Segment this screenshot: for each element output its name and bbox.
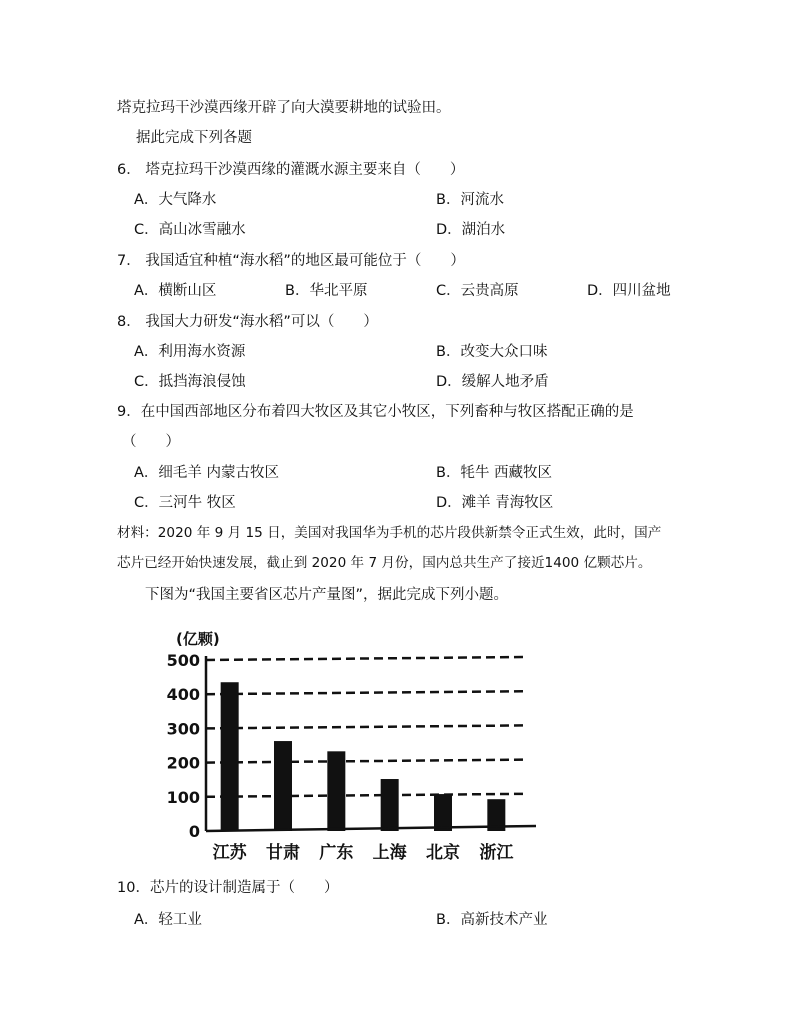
x-tick-label-广东: 广东	[319, 843, 354, 863]
intro-line-2: 据此完成下列各题	[136, 130, 252, 146]
gridline-400	[206, 691, 526, 694]
bars	[221, 682, 506, 831]
q7-option-b: B．华北平原	[285, 283, 368, 299]
q8-option-a: A．利用海水资源	[134, 344, 246, 360]
question-10-stem: 10．芯片的设计制造属于（ ）	[117, 880, 339, 896]
q9-option-c: C．三河牛 牧区	[134, 495, 236, 511]
gridlines	[206, 657, 526, 797]
bar-江苏	[221, 682, 239, 831]
q7-option-c: C．云贵高原	[436, 283, 519, 299]
x-tick-label-北京: 北京	[426, 843, 460, 863]
question-8-stem: 8． 我国大力研发“海水稻”可以（ ）	[117, 314, 378, 330]
q8-option-b: B．改变大众口味	[436, 344, 548, 360]
y-tick-label-100: 100	[166, 787, 200, 807]
x-tick-label-上海: 上海	[372, 843, 407, 863]
q8-option-c: C．抵挡海浪侵蚀	[134, 374, 246, 390]
x-axis-labels	[213, 842, 515, 863]
q6-option-a: A．大气降水	[134, 192, 217, 208]
q10-option-a: A．轻工业	[134, 912, 202, 928]
x-tick-label-江苏: 江苏	[212, 843, 247, 863]
gridline-100	[206, 794, 526, 797]
question-9-stem: 9．在中国西部地区分布着四大牧区及其它小牧区，下列畜种与牧区搭配正确的是	[117, 404, 634, 420]
y-tick-label-300: 300	[166, 719, 200, 739]
q9-option-a: A．细毛羊 内蒙古牧区	[134, 465, 280, 481]
bar-上海	[381, 779, 399, 831]
material-line-2: 芯片已经开始快速发展，截止到 2020 年 7 月份，国内总共生产了接近1400 亿颗芯片。	[117, 555, 652, 571]
y-axis-ticks	[167, 651, 200, 841]
bar-广东	[327, 751, 345, 831]
question-6-stem: 6． 塔克拉玛干沙漠西缘的灌溉水源主要来自（ ）	[117, 162, 465, 178]
x-tick-label-甘肃: 甘肃	[266, 843, 300, 863]
gridline-300	[206, 725, 526, 728]
q9-option-d: D．滩羊 青海牧区	[436, 495, 554, 511]
gridline-200	[206, 760, 526, 763]
q10-option-b: B．高新技术产业	[436, 912, 548, 928]
q6-option-c: C．高山冰雪融水	[134, 222, 246, 238]
q7-option-a: A．横断山区	[134, 283, 217, 299]
intro-line-1: 塔克拉玛干沙漠西缘开辟了向大漠要耕地的试验田。	[117, 100, 451, 116]
gridline-500	[206, 657, 526, 660]
q8-option-d: D．缓解人地矛盾	[436, 374, 549, 390]
y-axis-unit-label: (亿颗)	[176, 630, 220, 648]
q6-option-b: B．河流水	[436, 192, 504, 208]
x-axis-line	[206, 826, 536, 831]
y-tick-label-0: 0	[188, 822, 200, 841]
question-7-stem: 7． 我国适宜种植“海水稻”的地区最可能位于（ ）	[117, 253, 465, 269]
material-line-3: 下图为“我国主要省区芯片产量图”，据此完成下列小题。	[145, 587, 509, 603]
y-tick-label-400: 400	[166, 685, 200, 705]
q7-option-d: D．四川盆地	[587, 283, 671, 299]
chip-output-bar-chart	[166, 626, 540, 866]
bar-北京	[434, 794, 452, 831]
bar-甘肃	[274, 741, 292, 831]
y-tick-label-500: 500	[166, 651, 200, 670]
material-line-1: 材料：2020 年 9 月 15 日，美国对我国华为手机的芯片段供新禁令正式生效，此时，国产	[117, 525, 662, 541]
y-tick-label-200: 200	[166, 753, 200, 773]
q6-option-d: D．湖泊水	[436, 222, 506, 238]
question-9-blank: （ ）	[122, 434, 180, 450]
q9-option-b: B．牦牛 西藏牧区	[436, 465, 553, 481]
x-tick-label-浙江: 浙江	[479, 843, 514, 863]
